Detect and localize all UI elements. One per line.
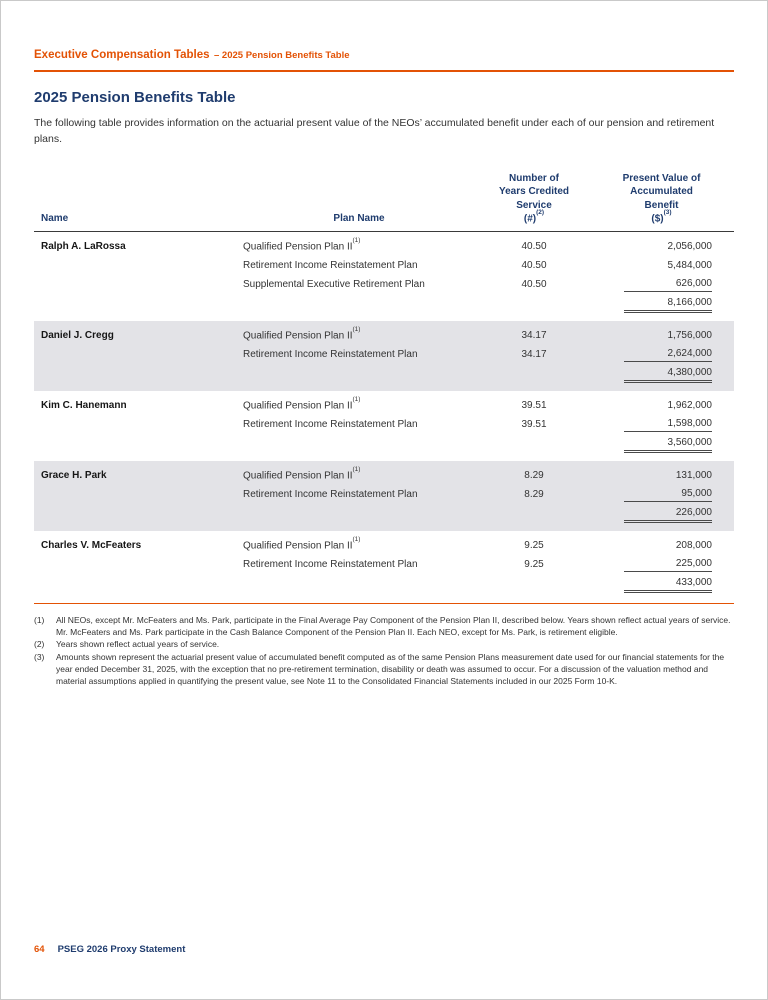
footnote-2: (2) Years shown reflect actual years of service. (34, 639, 220, 650)
neo-group-hanemann (34, 391, 734, 461)
present-value: 225,000 (589, 556, 734, 572)
table-row (34, 275, 734, 294)
page-footer (34, 944, 185, 955)
plan-name: Qualified Pension Plan II$^{(1)}$ (243, 396, 361, 412)
present-value: 2,056,000 (667, 240, 712, 252)
footnotes (34, 614, 734, 688)
breadcrumb (34, 45, 734, 63)
footnote-ref-1: (1) (352, 466, 361, 474)
table-row (34, 536, 734, 555)
plan-name: Retirement Income Reinstatement Plan (243, 418, 418, 430)
neo-name: Grace H. Park (41, 469, 107, 481)
total-row (34, 574, 734, 593)
neo-name: Daniel J. Cregg (41, 329, 114, 341)
footnote-ref-2: (2) (536, 209, 545, 217)
neo-group-larossa (34, 232, 734, 321)
footnote-ref-3: (3) (663, 209, 672, 217)
neo-group-cregg (34, 321, 734, 391)
breadcrumb-subsection: – 2025 Pension Benefits Table (214, 50, 350, 61)
plan-name: Qualified Pension Plan II$^{(1)}$ (243, 466, 361, 482)
table-row (34, 256, 734, 275)
years-credited: 9.25 (524, 558, 544, 570)
years-credited: 39.51 (521, 399, 547, 411)
neo-group-mcfeaters (34, 531, 734, 601)
years-credited: 8.29 (524, 488, 544, 500)
years-credited: 40.50 (521, 259, 547, 271)
neo-group-park (34, 461, 734, 531)
present-value: 5,484,000 (667, 259, 712, 271)
group-total: 3,560,000 (589, 434, 734, 453)
total-row (34, 504, 734, 523)
present-value: 1,962,000 (667, 399, 712, 411)
plan-name: Supplemental Executive Retirement Plan (243, 278, 425, 290)
plan-name: Qualified Pension Plan II$^{(1)}$ (243, 536, 361, 552)
footnote-ref-1: (1) (352, 237, 361, 245)
present-value: 208,000 (675, 539, 712, 551)
years-credited: 34.17 (521, 348, 547, 360)
header-rule (34, 70, 734, 72)
present-value: 1,756,000 (667, 329, 712, 341)
table-row (34, 415, 734, 434)
col-header-years: Number of Years Credited Service (#)$^{(2)}$ (498, 172, 570, 225)
breadcrumb-section: Executive Compensation Tables (34, 49, 210, 61)
table-row (34, 555, 734, 574)
present-value: 1,598,000 (589, 416, 734, 432)
present-value: 131,000 (675, 469, 712, 481)
neo-name: Charles V. McFeaters (41, 539, 142, 551)
page-title: 2025 Pension Benefits Table (34, 89, 236, 106)
group-total: 8,166,000 (589, 294, 734, 313)
table-row (34, 485, 734, 504)
total-row (34, 364, 734, 383)
present-value: 2,624,000 (589, 346, 734, 362)
col-header-name: Name (41, 213, 69, 225)
col-header-plan: Plan Name (333, 213, 385, 225)
plan-name: Qualified Pension Plan II$^{(1)}$ (243, 326, 361, 342)
present-value: 95,000 (589, 486, 734, 502)
total-row (34, 434, 734, 453)
plan-name: Retirement Income Reinstatement Plan (243, 348, 418, 360)
table-row (34, 237, 734, 256)
group-total: 226,000 (589, 504, 734, 523)
plan-name: Qualified Pension Plan II$^{(1)}$ (243, 237, 361, 253)
group-total: 4,380,000 (589, 364, 734, 383)
pension-benefits-table (34, 172, 734, 601)
footnote-3: (3) Amounts shown represent the actuarial present value of accumulated benefit computed as of the same Pension Plans measurement date used for our financial statements for the year ended December 31, 2025, with the exception that no pre-retirement termination, disability or death was assumed to occur. For a discussion of the valuation method and material assumptions applied in quantifying the present value, see Note 11 to the Consolidated Financial Statements included in our 2025 Form 10-K. (34, 651, 725, 687)
table-row (34, 466, 734, 485)
total-row (34, 294, 734, 313)
footer-document-title: PSEG 2026 Proxy Statement (57, 944, 186, 955)
table-header-row (34, 172, 734, 232)
neo-name: Kim C. Hanemann (41, 399, 127, 411)
neo-name: Ralph A. LaRossa (41, 240, 126, 252)
footnote-1: (1) All NEOs, except Mr. McFeaters and Ms. Park, participate in the Final Average Pay Component of the Pension Plan II, described below. Years shown reflect actual years of service. Mr. McFeaters and Ms. Park participate in the Cash Balance Component of the Pension Plan II. Each NEO, except for Ms. Park, is retirement eligible. (34, 614, 731, 638)
present-value: 626,000 (589, 276, 734, 292)
plan-name: Retirement Income Reinstatement Plan (243, 558, 418, 570)
table-row (34, 326, 734, 345)
intro-paragraph: The following table provides information on the actuarial present value of the NEOs’ accumulated benefit under each of our pension and retirement plans. (34, 117, 715, 145)
years-credited: 40.50 (521, 240, 547, 252)
plan-name: Retirement Income Reinstatement Plan (243, 259, 418, 271)
footnote-ref-1: (1) (352, 326, 361, 334)
footnote-ref-1: (1) (352, 396, 361, 404)
col-header-value: Present Value of Accumulated Benefit ($)$^{(3)}$ (622, 172, 701, 225)
years-credited: 34.17 (521, 329, 547, 341)
plan-name: Retirement Income Reinstatement Plan (243, 488, 418, 500)
years-credited: 40.50 (521, 278, 547, 290)
years-credited: 39.51 (521, 418, 547, 430)
table-row (34, 396, 734, 415)
page-number: 64 (34, 944, 45, 955)
table-row (34, 345, 734, 364)
footnote-ref-1: (1) (352, 536, 361, 544)
years-credited: 8.29 (524, 469, 544, 481)
years-credited: 9.25 (524, 539, 544, 551)
group-total: 433,000 (589, 574, 734, 593)
table-end-rule (34, 603, 734, 604)
